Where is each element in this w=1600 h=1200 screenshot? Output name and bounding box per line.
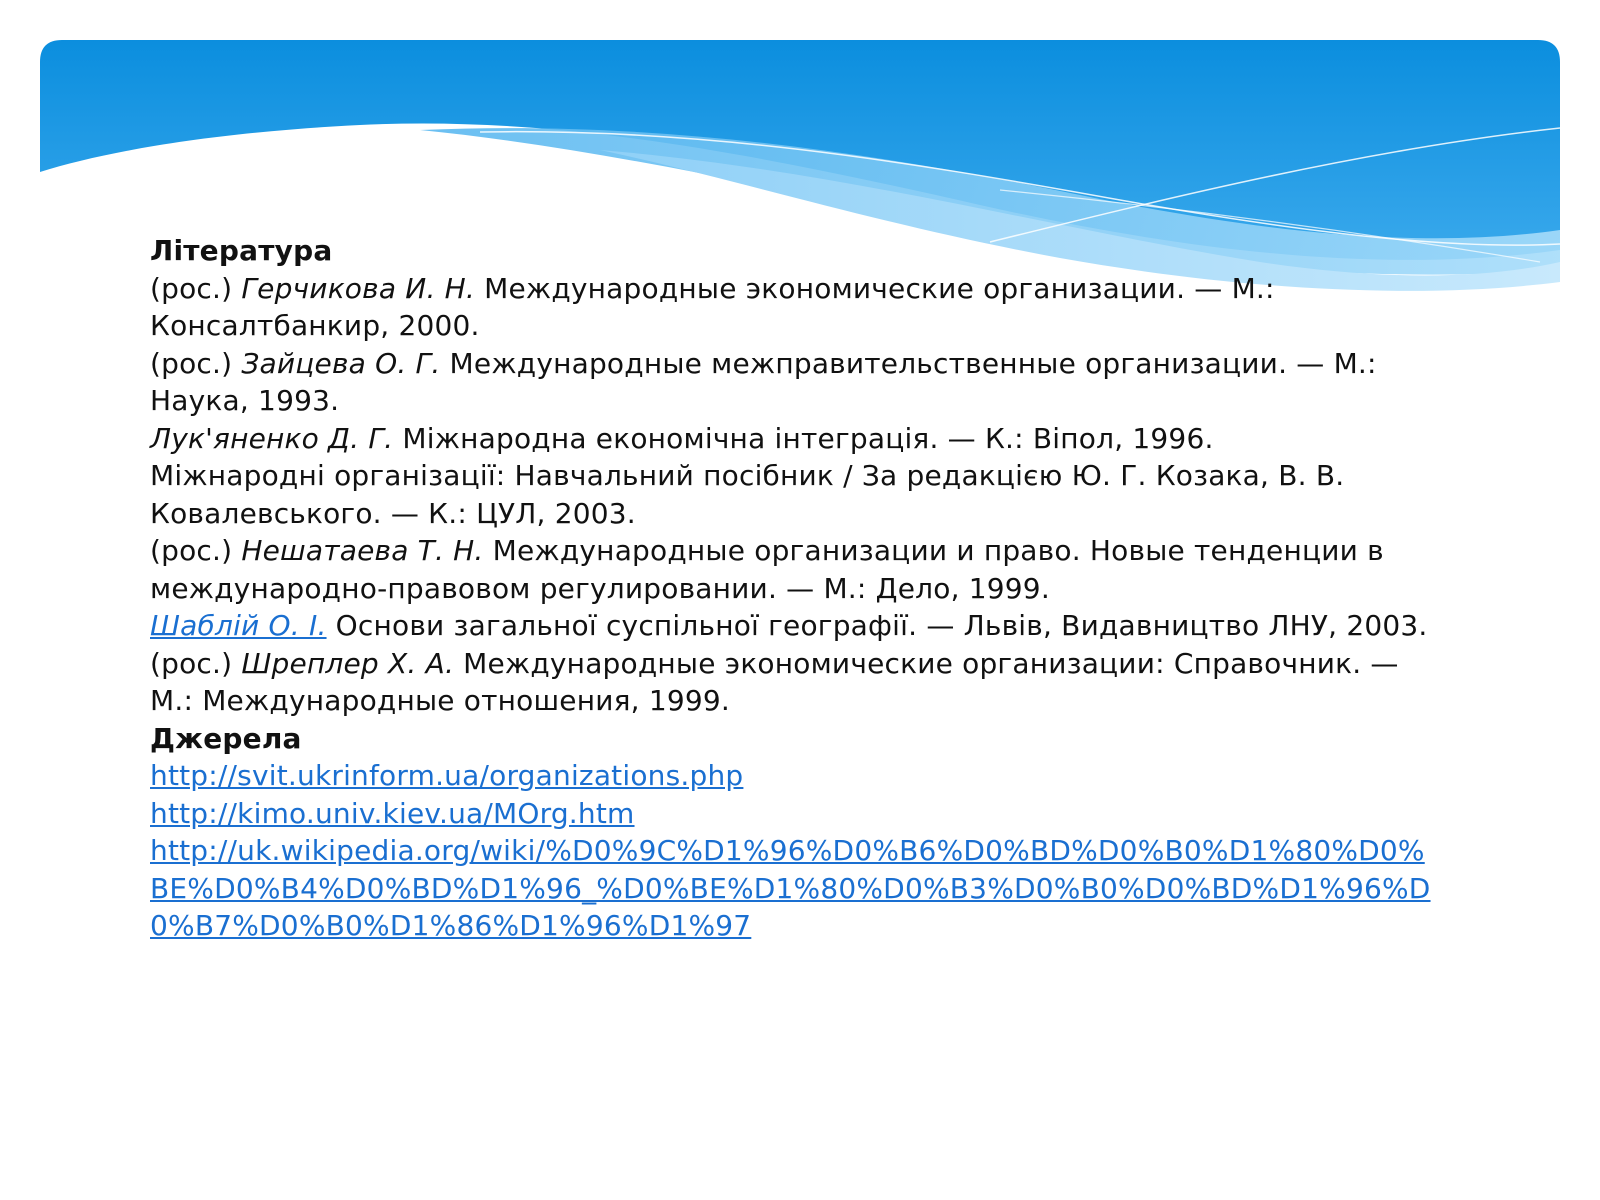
reference-author: Герчикова И. Н. [241,271,476,305]
reference-text: Международные экономические организации: Справочник. — М.: Международные отношения, 1999. [150,646,1399,717]
reference-author: Шреплер Х. А. [241,646,455,680]
reference-entry [150,270,1440,345]
reference-author: Зайцева О. Г. [241,346,441,380]
reference-entry [150,532,1440,607]
reference-text: Міжнародні організації: Навчальний посібник / За редакцією Ю. Г. Козака, В. В. Ковалевського. — К.: ЦУЛ, 2003. [150,459,1345,530]
reference-author: Нешатаева Т. Н. [241,534,484,567]
reference-prefix: (рос.) [150,534,242,567]
reference-entry [150,645,1440,720]
reference-author-link[interactable]: Шаблій О. І. [150,609,327,642]
source-link-wikipedia[interactable]: http://uk.wikipedia.org/wiki/%D0%9C%D1%96%D0%B6%D0%BD%D0%B0%D1%80%D0%BE%D0%B4%D0%BD%D1%96_%D0%BE%D1%80%D0%B3%D0%B0%D0%BD%D1%96%D0%B7%D0%B0%D1%86%D1%96%D1%97 [150,834,1431,942]
reference-text: Международные экономические организации. — М.: Консалтбанкир, 2000. [150,271,1275,342]
literature-heading: Література [150,234,333,267]
reference-text: Основи загальної суспільної географії. — Львів, Видавництво ЛНУ, 2003. [326,609,1428,642]
source-link-ukrinform[interactable]: http://svit.ukrinform.ua/organizations.php [150,759,744,792]
sources-heading: Джерела [150,721,302,755]
slide-content [150,232,1440,945]
reference-prefix: (рос.) [150,646,242,680]
reference-prefix: (рос.) [150,271,242,305]
reference-text: Міжнародна економічна інтеграція. — К.: Віпол, 1996. [393,421,1214,455]
reference-author: Лук'яненко Д. Г. [150,421,394,455]
reference-prefix: (рос.) [150,346,242,380]
reference-entry [150,457,1440,532]
reference-entry [150,345,1440,420]
reference-text: Международные межправительственные организации. — М.: Наука, 1993. [150,346,1377,417]
reference-entry [150,607,1440,645]
reference-text: Международные организации и право. Новые тенденции в международно-правовом регулировании. — М.: Дело, 1999. [150,534,1384,605]
reference-entry [150,420,1440,458]
source-link-kimo[interactable]: http://kimo.univ.kiev.ua/MOrg.htm [150,796,635,830]
